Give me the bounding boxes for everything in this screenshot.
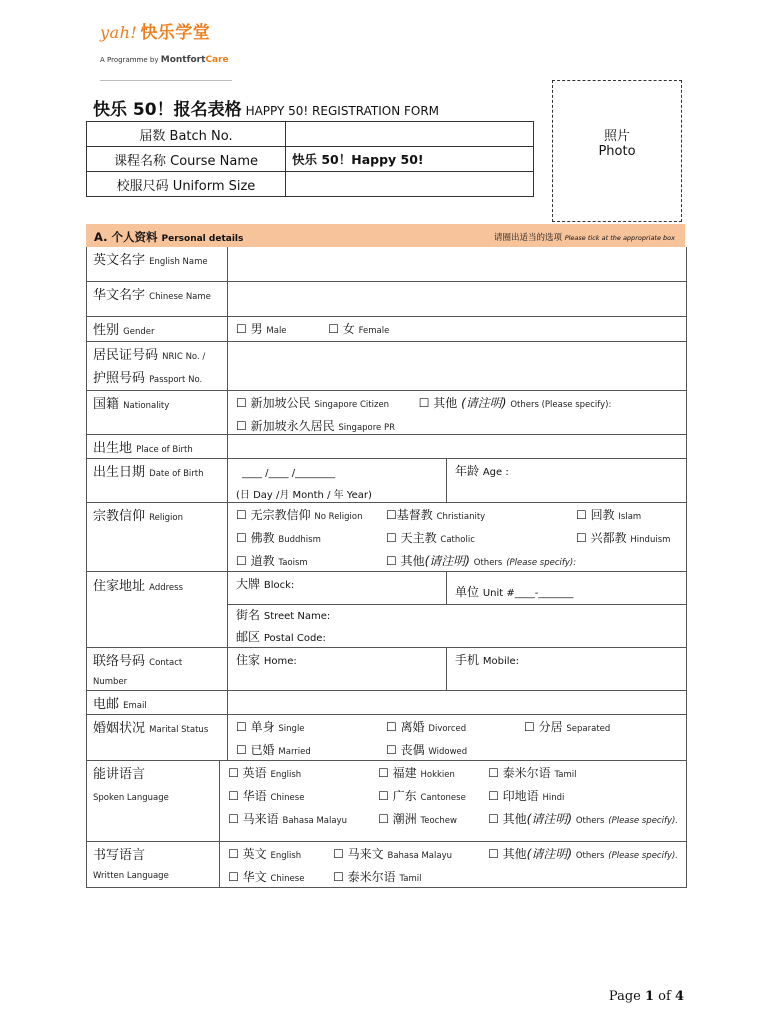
religion-buddhism-checkbox[interactable]: ☐ 佛教 Buddhism	[236, 531, 321, 545]
birthplace-row	[87, 434, 686, 458]
written-tamil-checkbox[interactable]: ☐ 泰米尔语 Tamil	[333, 870, 422, 884]
spoken-tamil-checkbox[interactable]: ☐ 泰米尔语 Tamil	[488, 766, 577, 780]
contact-label: 联络号码 Contact Number	[87, 648, 228, 690]
batch-table	[86, 121, 534, 197]
logo	[100, 18, 229, 65]
photo-label-zh: 照片	[603, 129, 630, 144]
english-name-field[interactable]	[228, 247, 686, 281]
address-row	[87, 571, 686, 647]
contact-row	[87, 647, 686, 690]
course-field[interactable]: 快乐 50！Happy 50!	[286, 147, 534, 172]
dob-field[interactable]: ____ /____ /________ (日 Day /月 Month / 年 Year)	[228, 459, 447, 502]
gender-male-checkbox[interactable]: ☐ 男 Male	[236, 322, 287, 336]
email-row	[87, 690, 686, 714]
section-a-header	[86, 224, 685, 247]
spoken-language-options	[220, 761, 686, 841]
gender-options	[228, 317, 686, 341]
marital-widowed-checkbox[interactable]: ☐ 丧偶 Widowed	[386, 743, 468, 757]
spoken-chinese-checkbox[interactable]: ☐ 华语 Chinese	[228, 789, 305, 803]
spoken-english-checkbox[interactable]: ☐ 英语 English	[228, 766, 302, 780]
religion-taoism-checkbox[interactable]: ☐ 道教 Taoism	[236, 554, 308, 568]
marital-divorced-checkbox[interactable]: ☐ 离婚 Divorced	[386, 720, 467, 734]
english-name-row	[87, 247, 686, 281]
uniform-row	[87, 172, 534, 197]
personal-details-form	[86, 247, 687, 888]
religion-hinduism-checkbox[interactable]: ☐ 兴都教 Hinduism	[576, 531, 671, 545]
spoken-language-row	[87, 760, 686, 841]
address-label: 住家地址 Address	[87, 572, 228, 647]
spoken-hokkien-checkbox[interactable]: ☐ 福建 Hokkien	[378, 766, 455, 780]
gender-label: 性别 Gender	[87, 317, 228, 341]
batch-row	[87, 122, 534, 147]
uniform-label: 校服尺码 Uniform Size	[87, 172, 286, 197]
nationality-row	[87, 390, 686, 434]
religion-other-checkbox[interactable]: ☐ 其他(请注明) Others (Please specify):	[386, 554, 577, 568]
marital-row	[87, 714, 686, 760]
gender-female-checkbox[interactable]: ☐ 女 Female	[328, 322, 390, 336]
form-title: 快乐 50！报名表格 HAPPY 50! REGISTRATION FORM	[93, 100, 440, 120]
nric-field[interactable]	[228, 342, 686, 390]
street-field[interactable]: 街名 Street Name:	[236, 608, 331, 622]
written-language-label: 书写语言 Written Language	[87, 842, 220, 887]
nationality-sg-checkbox[interactable]: ☐ 新加坡公民 Singapore Citizen	[236, 396, 390, 410]
email-label: 电邮 Email	[87, 691, 228, 714]
marital-married-checkbox[interactable]: ☐ 已婚 Married	[236, 743, 311, 757]
course-row	[87, 147, 534, 172]
religion-catholic-checkbox[interactable]: ☐ 天主教 Catholic	[386, 531, 475, 545]
page-number: Page 1 of 4	[608, 989, 684, 1004]
english-name-label: 英文名字 English Name	[87, 247, 228, 281]
uniform-field[interactable]	[286, 172, 534, 197]
spoken-language-label: 能讲语言 Spoken Language	[87, 761, 220, 841]
written-language-row	[87, 841, 686, 887]
chinese-name-label: 华文名字 Chinese Name	[87, 282, 228, 316]
photo-label-en: Photo	[598, 144, 636, 159]
course-label: 课程名称 Course Name	[87, 147, 286, 172]
section-a-title: A. 个人资料 Personal details	[94, 230, 244, 244]
written-other-checkbox[interactable]: ☐ 其他(请注明) Others (Please specify).	[488, 847, 678, 861]
marital-single-checkbox[interactable]: ☐ 单身 Single	[236, 720, 305, 734]
logo-divider	[100, 80, 232, 81]
home-phone-field[interactable]: 住家 Home:	[228, 648, 447, 690]
batch-label: 届数 Batch No.	[87, 122, 286, 147]
marital-label: 婚姻状况 Marital Status	[87, 715, 228, 760]
religion-options	[228, 503, 686, 571]
dob-label: 出生日期 Date of Birth	[87, 459, 228, 502]
batch-field[interactable]	[286, 122, 534, 147]
written-malay-checkbox[interactable]: ☐ 马来文 Bahasa Malayu	[333, 847, 452, 861]
nationality-options	[228, 391, 686, 434]
postal-field[interactable]: 邮区 Postal Code:	[236, 630, 326, 644]
logo-subtitle: A Programme by MontfortCare	[100, 55, 229, 65]
block-field[interactable]: 大牌 Block:	[228, 572, 447, 604]
chinese-name-row	[87, 281, 686, 316]
written-language-options	[220, 842, 686, 887]
unit-field[interactable]: 单位 Unit #____-_______	[455, 585, 574, 599]
chinese-name-field[interactable]	[228, 282, 686, 316]
mobile-field[interactable]: 手机 Mobile:	[455, 653, 520, 667]
photo-box[interactable]	[552, 80, 682, 222]
nric-label: 居民证号码 NRIC No. / 护照号码 Passport No.	[87, 342, 228, 390]
spoken-malay-checkbox[interactable]: ☐ 马来语 Bahasa Malayu	[228, 812, 347, 826]
section-a-hint: 请圈出适当的选项 Please tick at the appropriate box	[493, 233, 675, 243]
spoken-other-checkbox[interactable]: ☐ 其他(请注明) Others (Please specify).	[488, 812, 678, 826]
written-english-checkbox[interactable]: ☐ 英文 English	[228, 847, 302, 861]
birthplace-field[interactable]	[228, 435, 686, 458]
spoken-hindi-checkbox[interactable]: ☐ 印地语 Hindi	[488, 789, 565, 803]
religion-christianity-checkbox[interactable]: ☐基督教 Christianity	[386, 508, 486, 522]
marital-options	[228, 715, 686, 760]
nationality-pr-checkbox[interactable]: ☐ 新加坡永久居民 Singapore PR	[236, 419, 396, 433]
spoken-teochew-checkbox[interactable]: ☐ 潮洲 Teochew	[378, 812, 457, 826]
religion-label: 宗教信仰 Religion	[87, 503, 228, 571]
nationality-other-checkbox[interactable]: ☐ 其他 (请注明) Others (Please specify):	[418, 396, 612, 410]
age-field[interactable]: 年龄 Age :	[455, 464, 509, 478]
nric-row	[87, 341, 686, 390]
email-field[interactable]	[228, 691, 686, 714]
logo-brand: yah! 快乐学堂	[100, 23, 211, 43]
written-chinese-checkbox[interactable]: ☐ 华文 Chinese	[228, 870, 305, 884]
dob-row	[87, 458, 686, 502]
nationality-label: 国籍 Nationality	[87, 391, 228, 434]
marital-separated-checkbox[interactable]: ☐ 分居 Separated	[524, 720, 611, 734]
gender-row	[87, 316, 686, 341]
spoken-cantonese-checkbox[interactable]: ☐ 广东 Cantonese	[378, 789, 466, 803]
religion-row	[87, 502, 686, 571]
religion-none-checkbox[interactable]: ☐ 无宗教信仰 No Religion	[236, 508, 363, 522]
religion-islam-checkbox[interactable]: ☐ 回教 Islam	[576, 508, 642, 522]
birthplace-label: 出生地 Place of Birth	[87, 435, 228, 458]
